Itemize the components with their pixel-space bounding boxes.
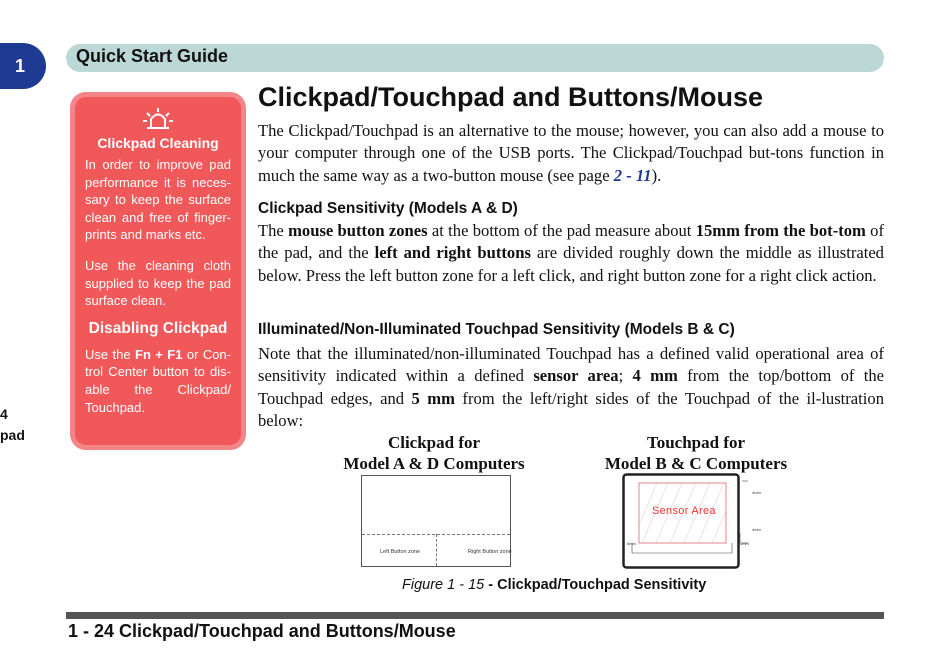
clickpad-illustration (361, 475, 511, 567)
touchpad-illustration (622, 473, 768, 569)
figure-right-title: Touchpad for Model B & C Computers (604, 433, 788, 473)
note-text-cleaning: In order to improve pad performance it is neces-sary to keep the surface clean and free of finger-prints and marks etc. (85, 157, 231, 243)
figure-left-title: Clickpad for Model A & D Computers (343, 433, 525, 473)
svg-text:4mm: 4mm (752, 490, 761, 495)
margin-fragment-1: 4 (0, 406, 8, 422)
note-text-cloth: Use the cleaning cloth supplied to keep the pad surface clean. (85, 257, 231, 309)
header-title: Quick Start Guide (76, 46, 229, 66)
chapter-number: 1 (14, 55, 25, 76)
figure-caption: Figure 1 - 15 - Clickpad/Touchpad Sensitivity (402, 577, 707, 593)
touchpad-outline-graphic (622, 473, 768, 569)
svg-text:5mm: 5mm (627, 541, 636, 546)
section-heading-touchpad: Illuminated/Non-Illuminated Touchpad Sensitivity (Models B & C) (258, 321, 735, 338)
sensor-area-label: Sensor Area (652, 505, 716, 517)
note-heading-disabling: Disabling Clickpad (88, 319, 228, 337)
note-box (70, 92, 246, 450)
hotkey: Fn + F1 (135, 346, 183, 362)
right-zone-label: Right Button zone (468, 549, 512, 555)
cleaning-warning-icon (141, 107, 175, 133)
margin-fragment-2: pad (0, 427, 25, 443)
intro-paragraph: The Clickpad/Touchpad is an alternative to the mouse; however, you can also add a mouse to your computer through one of the USB ports. The Clickpad/Touchpad but-tons function in much the same way as a two-button mouse (see page 2 - 11). (258, 121, 884, 185)
note-heading-cleaning: Clickpad Cleaning (97, 135, 219, 151)
touchpad-paragraph: Note that the illuminated/non-illuminated Touchpad has a defined valid operational area of sensitivity indicated within a defined sensor area; 4 mm from the top/bottom of the Touchpad edges, and 5 mm from the left/right sides of the Touchpad of the il-lustration below: (258, 344, 885, 430)
svg-text:5mm: 5mm (740, 541, 749, 546)
page-title: Clickpad/Touchpad and Buttons/Mouse (258, 82, 764, 112)
button-split-divider (436, 534, 437, 566)
footer-text: 1 - 24 Clickpad/Touchpad and Buttons/Mouse (68, 621, 456, 641)
clickpad-paragraph: The mouse button zones at the bottom of the pad measure about 15mm from the bot-tom of the pad, and the left and right buttons are divided roughly down the middle as illustrated below. Press the left button zone for a left click, and right button zone for a right click action. (258, 221, 884, 285)
footer-bar (66, 612, 884, 619)
svg-text:4mm: 4mm (752, 527, 761, 532)
section-heading-clickpad: Clickpad Sensitivity (Models A & D) (258, 200, 518, 217)
note-text-disabling: Use the Fn + F1 or Con-trol Center button to dis-able the Clickpad/ Touchpad. (85, 346, 231, 415)
left-zone-label: Left Button zone (380, 549, 421, 555)
page-reference-link[interactable]: 2 - 11 (613, 165, 652, 185)
chapter-tab (0, 43, 46, 89)
